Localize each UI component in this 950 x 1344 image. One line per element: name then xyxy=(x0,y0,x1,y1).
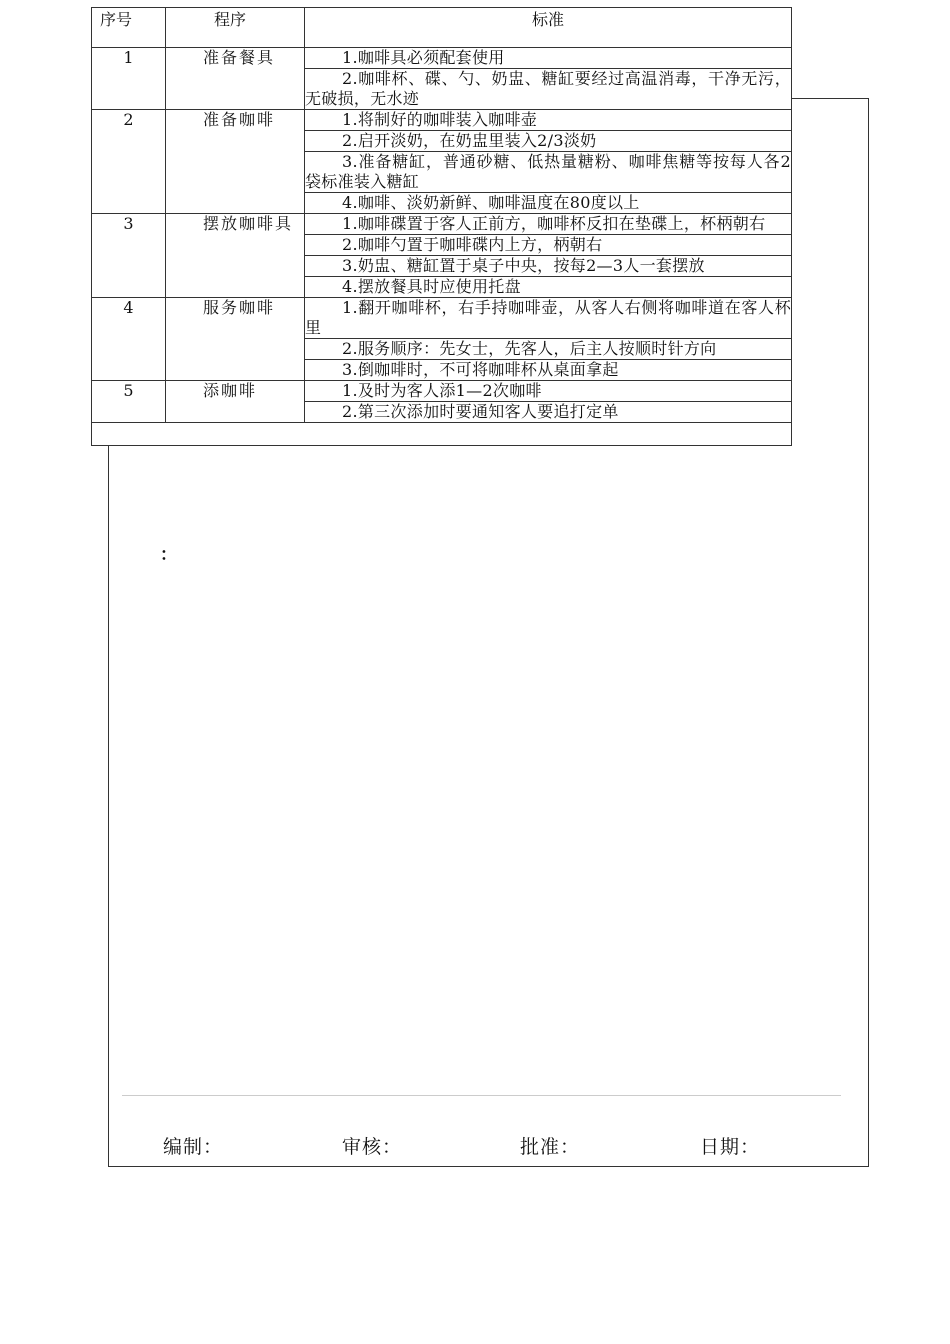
table-row xyxy=(92,381,792,402)
row-standard-item: 2.咖啡勺置于咖啡碟内上方，柄朝右 xyxy=(305,235,792,256)
row-standard-item: 1.咖啡碟置于客人正前方，咖啡杯反扣在垫碟上，杯柄朝右 xyxy=(305,214,792,235)
row-standard-item: 1.翻开咖啡杯，右手持咖啡壶，从客人右侧将咖啡道在客人杯里 xyxy=(305,298,791,337)
table-header-row xyxy=(92,8,792,48)
row-standard-item: 1.将制好的咖啡装入咖啡壶 xyxy=(305,110,792,131)
row-standard-item: 2.咖啡杯、碟、勺、奶盅、糖缸要经过高温消毒，干净无污，无破损，无水迹 xyxy=(305,69,791,108)
row-standard-item: 3.准备糖缸，普通砂糖、低热量糖粉、咖啡焦糖等按每人各2袋标准装入糖缸 xyxy=(305,152,791,191)
row-standard-item: 2.第三次添加时要通知客人要追打定单 xyxy=(305,402,792,423)
signature-row xyxy=(0,1132,950,1160)
row-seq-number: 3 xyxy=(92,214,166,298)
table-row xyxy=(92,298,792,339)
row-seq-number: 4 xyxy=(92,298,166,381)
row-seq-number: 1 xyxy=(92,48,166,110)
header-procedure: 程序 xyxy=(166,8,305,48)
table-row xyxy=(92,110,792,131)
row-procedure: 准备咖啡 xyxy=(166,110,305,214)
header-standard: 标准 xyxy=(305,8,792,48)
procedure-table xyxy=(91,7,792,446)
compiled-by-label: 编制： xyxy=(163,1136,224,1158)
row-seq-number: 5 xyxy=(92,381,166,423)
header-seq: 序号 xyxy=(92,8,166,48)
date-label: 日期： xyxy=(700,1136,761,1158)
note-colon: ： xyxy=(160,545,177,565)
row-procedure: 准备餐具 xyxy=(166,48,305,110)
row-standard-item: 1.咖啡具必须配套使用 xyxy=(305,48,792,69)
footer-divider xyxy=(122,1095,841,1096)
reviewed-by-label: 审核： xyxy=(342,1136,403,1158)
row-standard-item: 4.摆放餐具时应使用托盘 xyxy=(305,277,792,298)
row-procedure: 服务咖啡 xyxy=(166,298,305,381)
row-procedure: 摆放咖啡具 xyxy=(166,214,305,298)
empty-cell xyxy=(92,423,792,446)
row-procedure: 添咖啡 xyxy=(166,381,305,423)
table-row xyxy=(92,214,792,235)
approved-by-label: 批准： xyxy=(520,1136,581,1158)
row-standard-item: 1.及时为客人添1—2次咖啡 xyxy=(305,381,792,402)
table-empty-row xyxy=(92,423,792,446)
row-standard-item: 2.启开淡奶，在奶盅里装入2/3淡奶 xyxy=(305,131,792,152)
row-standard-item: 3.奶盅、糖缸置于桌子中央，按每2—3人一套摆放 xyxy=(305,256,792,277)
row-standard-item: 4.咖啡、淡奶新鲜、咖啡温度在80度以上 xyxy=(305,193,792,214)
table-row xyxy=(92,48,792,69)
row-standard-item: 3.倒咖啡时，不可将咖啡杯从桌面拿起 xyxy=(305,360,792,381)
row-standard-item: 2.服务顺序：先女士，先客人，后主人按顺时针方向 xyxy=(305,339,792,360)
row-seq-number: 2 xyxy=(92,110,166,214)
